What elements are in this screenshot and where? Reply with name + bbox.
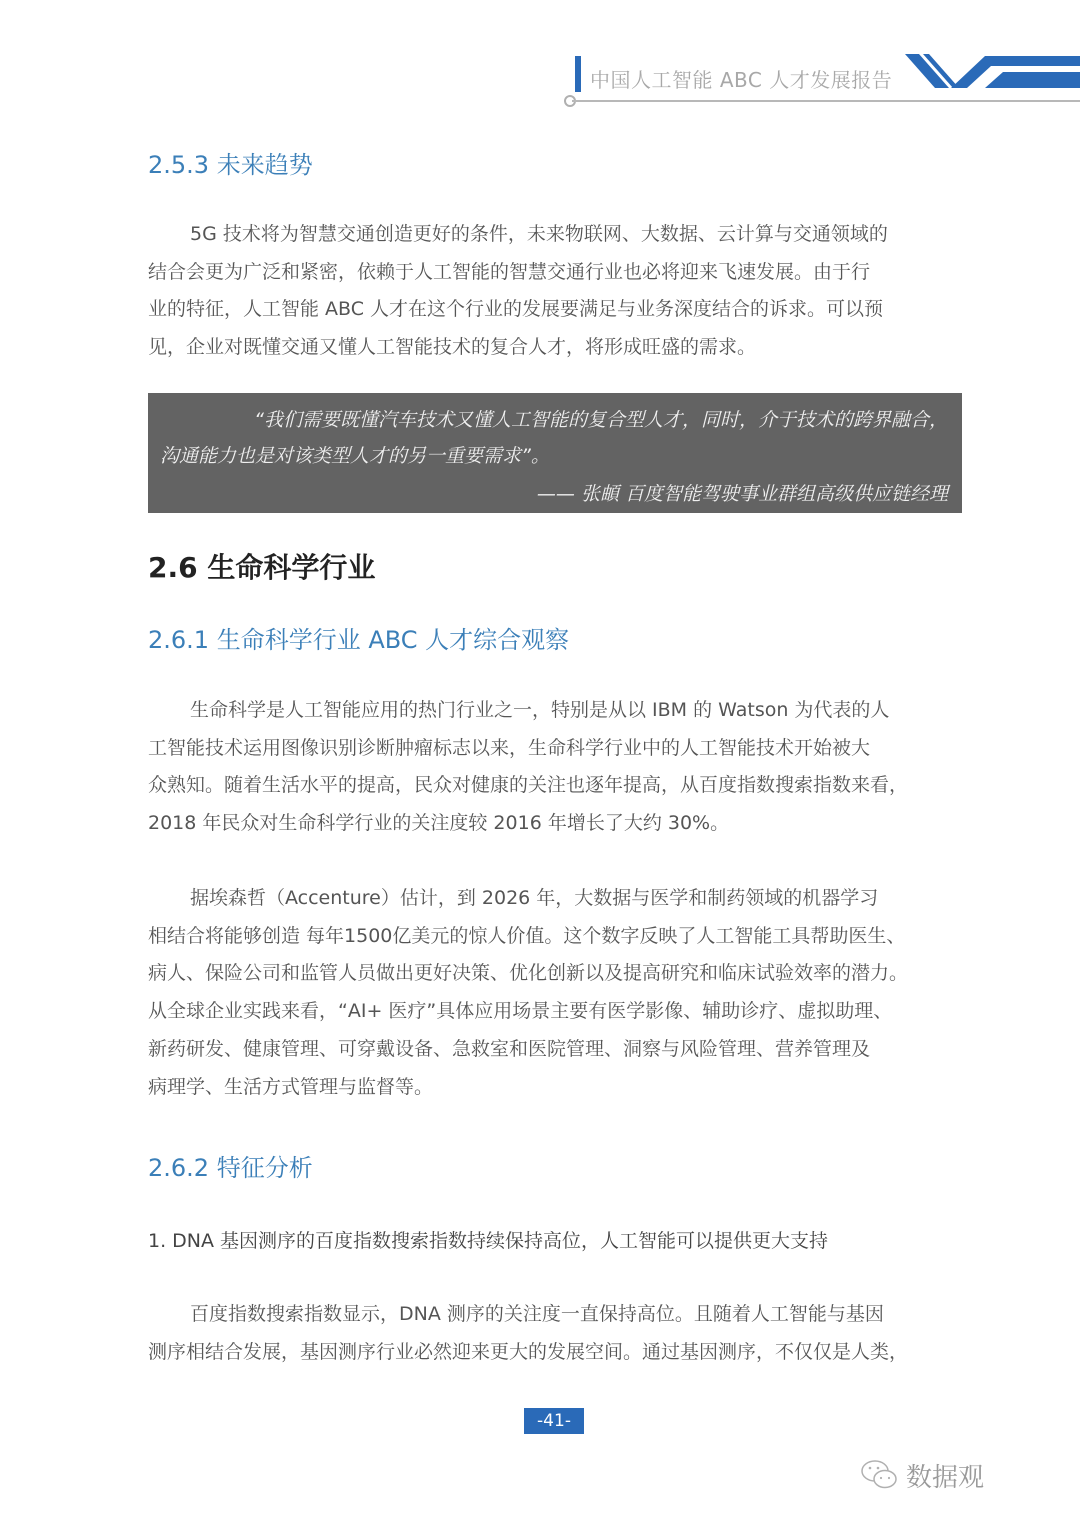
wechat-icon — [860, 1458, 900, 1492]
paragraph-line: 百度指数搜索指数显示，DNA 测序的关注度一直保持高位。且随着人工智能与基因 — [190, 1303, 884, 1325]
paragraph-line: 从全球企业实践来看，“AI+ 医疗”具体应用场景主要有医学影像、辅助诊疗、虚拟助理、 — [148, 1000, 893, 1023]
report-title: 中国人工智能 ABC 人才发展报告 — [590, 68, 893, 92]
quote-line-2: 沟通能力也是对该类型人才的另一重要需求”。 — [160, 445, 550, 467]
header-chevron-graphic — [905, 52, 1080, 94]
feature-item-1: 1. DNA 基因测序的百度指数搜索指数持续保持高位，人工智能可以提供更大支持 — [148, 1230, 829, 1252]
paragraph-line: 结合会更为广泛和紧密，依赖于人工智能的智慧交通行业也必将迎来飞速发展。由于行 — [148, 260, 871, 283]
page-number: -41- — [524, 1408, 584, 1434]
paragraph-future-trends — [148, 216, 962, 367]
page-header — [0, 0, 1080, 110]
paragraph-line: 新药研发、健康管理、可穿戴设备、急救室和医院管理、洞察与风险管理、营养管理及 — [148, 1037, 871, 1060]
paragraph-line: 众熟知。随着生活水平的提高，民众对健康的关注也逐年提高，从百度指数搜索指数来看， — [148, 774, 909, 797]
paragraph-life-science-overview — [148, 692, 962, 843]
quote-box — [148, 393, 962, 513]
section-heading-2-6: 2.6 生命科学行业 — [148, 551, 376, 584]
paragraph-dna-sequencing — [148, 1296, 962, 1371]
paragraph-accenture-estimate — [148, 880, 962, 1106]
paragraph-line: 测序相结合发展，基因测序行业必然迎来更大的发展空间。通过基因测序，不仅仅是人类， — [148, 1340, 909, 1363]
paragraph-line: 见，企业对既懂交通又懂人工智能技术的复合人才，将形成旺盛的需求。 — [148, 336, 757, 359]
paragraph-line: 工智能技术运用图像识别诊断肿瘤标志以来，生命科学行业中的人工智能技术开始被大 — [148, 736, 871, 759]
section-heading-2-6-1: 2.6.1 生命科学行业 ABC 人才综合观察 — [148, 626, 570, 654]
section-heading-2-6-2: 2.6.2 特征分析 — [148, 1154, 313, 1182]
watermark-text: 数据观 — [906, 1462, 985, 1493]
paragraph-line: 业的特征，人工智能 ABC 人才在这个行业的发展要满足与业务深度结合的诉求。可以预 — [148, 298, 884, 321]
watermark — [860, 1450, 984, 1500]
paragraph-line: 相结合将能够创造 每年1500亿美元的惊人价值。这个数字反映了人工智能工具帮助医生、 — [148, 924, 906, 947]
quote-attribution: —— 张頔 百度智能驾驶事业群组高级供应链经理 — [536, 483, 948, 505]
paragraph-line: 2018 年民众对生命科学行业的关注度较 2016 年增长了大约 30%。 — [148, 812, 730, 835]
paragraph-line: 生命科学是人工智能应用的热门行业之一，特别是从以 IBM 的 Watson 为代表的人 — [190, 699, 890, 721]
quote-line-1: “我们需要既懂汽车技术又懂人工智能的复合型人才，同时，介于技术的跨界融合， — [254, 409, 948, 431]
section-heading-2-5-3: 2.5.3 未来趋势 — [148, 151, 313, 179]
header-rule — [572, 100, 1080, 102]
header-accent-bar — [575, 56, 581, 92]
paragraph-line: 病人、保险公司和监管人员做出更好决策、优化创新以及提高研究和临床试验效率的潜力。 — [148, 962, 909, 985]
paragraph-line: 5G 技术将为智慧交通创造更好的条件，未来物联网、大数据、云计算与交通领域的 — [190, 223, 888, 245]
paragraph-line: 病理学、生活方式管理与监督等。 — [148, 1075, 434, 1098]
paragraph-line: 据埃森哲（Accenture）估计，到 2026 年，大数据与医学和制药领域的机器学习 — [190, 887, 879, 909]
